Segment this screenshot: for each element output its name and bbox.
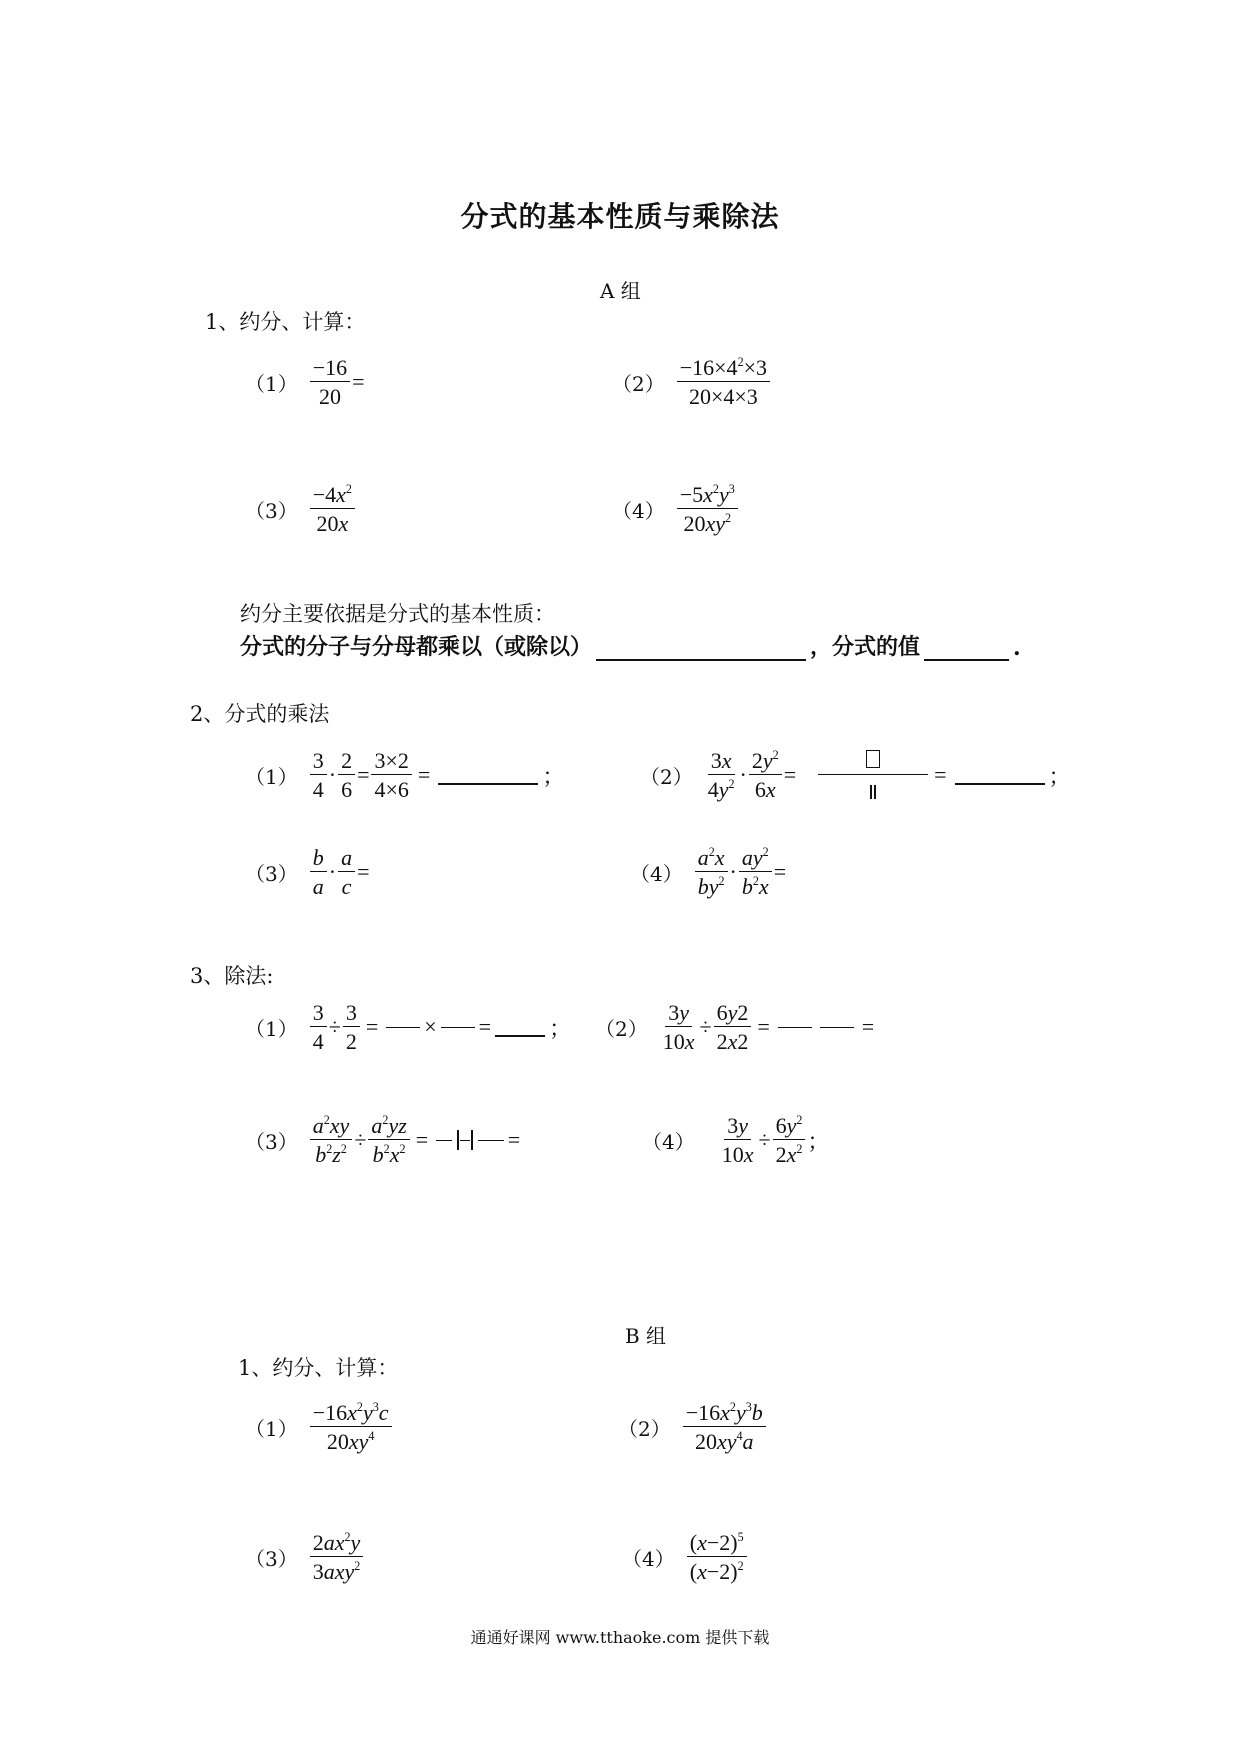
fraction bbox=[310, 748, 327, 803]
numerator: $a^2yz$ bbox=[368, 1113, 409, 1140]
numerator: 3y bbox=[724, 1113, 751, 1140]
a-q1-item-4: （4） $\frac{-5x^2y^3}{20xy^2}$ bbox=[612, 482, 740, 537]
numerator: $a^2xy$ bbox=[310, 1113, 353, 1140]
denominator: $(x-2)^2$ bbox=[689, 1559, 744, 1585]
a-q3-item-1: （1） $\frac{3}{4}$ ÷ $\frac{3}{2}$ = × = ； bbox=[245, 1000, 572, 1055]
answer-blank-value[interactable] bbox=[924, 637, 1009, 661]
numerator: $a^2x$ bbox=[695, 845, 728, 872]
denominator: 2 bbox=[345, 1029, 357, 1055]
a-q3-label: 3、除法: bbox=[190, 964, 274, 988]
fraction bbox=[739, 845, 772, 900]
fraction bbox=[310, 845, 327, 900]
fraction bbox=[310, 1000, 327, 1055]
denominator: 4 bbox=[312, 777, 324, 803]
fraction bbox=[371, 748, 411, 803]
fraction bbox=[338, 845, 355, 900]
fraction bbox=[310, 1400, 392, 1455]
answer-blank[interactable] bbox=[955, 765, 1045, 785]
fraction bbox=[338, 748, 355, 803]
numerator: 3y bbox=[665, 1000, 692, 1027]
a-q1-item-3: （3） $\frac{-4x^2}{20x}$ bbox=[245, 482, 357, 537]
numerator: 3 bbox=[343, 1000, 360, 1027]
page-title: 分式的基本性质与乘除法 bbox=[460, 200, 780, 233]
denominator: 10x bbox=[662, 1029, 695, 1055]
denominator: 2x2 bbox=[716, 1029, 749, 1055]
numerator: $-16x^2y^3b$ bbox=[683, 1400, 766, 1427]
fraction bbox=[310, 482, 355, 537]
fraction bbox=[773, 1113, 806, 1168]
denominator: $20xy^4a$ bbox=[694, 1429, 754, 1455]
a-q2-item-4: （4） $\frac{a^2x}{by^2}$ · $\frac{ay^2}{b^2x}$ = bbox=[630, 844, 787, 900]
numerator: b bbox=[310, 845, 327, 872]
fraction bbox=[677, 482, 738, 537]
fraction bbox=[695, 845, 728, 900]
fraction bbox=[683, 1400, 766, 1455]
denominator: 4 bbox=[312, 1029, 324, 1055]
b-q1-label: 1、约分、计算： bbox=[238, 1356, 399, 1380]
denominator: 20×4×3 bbox=[688, 384, 758, 410]
numerator: $2y^2$ bbox=[749, 748, 782, 775]
numerator: $-16x^2y^3c$ bbox=[310, 1400, 392, 1427]
fraction bbox=[310, 1530, 364, 1585]
footer-credit: 通通好课网 www.tthaoke.com 提供下载 bbox=[470, 1628, 770, 1647]
denominator: 6x bbox=[754, 777, 776, 803]
numerator: $ay^2$ bbox=[739, 845, 772, 872]
a-q1-label: 1、约分、计算： bbox=[205, 310, 366, 334]
answer-blank[interactable] bbox=[495, 1017, 545, 1037]
denominator: $b^2x^2$ bbox=[372, 1142, 406, 1168]
a-q2-label: 2、分式的乘法 bbox=[190, 702, 330, 726]
numerator: $6y^2$ bbox=[773, 1113, 806, 1140]
denominator: 3axy$^2$ bbox=[312, 1559, 361, 1585]
fraction bbox=[310, 1113, 353, 1168]
answer-dash[interactable] bbox=[778, 1027, 812, 1028]
denominator: $2x^2$ bbox=[775, 1142, 803, 1168]
answer-dash[interactable] bbox=[441, 1027, 475, 1028]
answer-dash[interactable] bbox=[460, 1140, 470, 1141]
a-q1-item-2: （2） $\frac{-16\times 4^2\times 3}{20\times 4\times 3}$ bbox=[612, 355, 772, 410]
denominator: 20x bbox=[316, 511, 349, 537]
fraction bbox=[719, 1113, 757, 1168]
denominator: $b^2x$ bbox=[741, 874, 769, 900]
numerator: 2 bbox=[338, 748, 355, 775]
a-q3-item-4: （4） $\frac{3y}{10x}$ ÷ $\frac{6y^2}{2x^2}$ ； bbox=[642, 1112, 830, 1168]
fraction bbox=[368, 1113, 409, 1168]
answer-fraction-blank[interactable] bbox=[818, 748, 928, 803]
numerator: $(x-2)^5$ bbox=[687, 1530, 747, 1557]
numerator: $-4x^2$ bbox=[310, 482, 355, 509]
a-q2-item-2: （2） $\frac{3x}{4y^2}$ · $\frac{2y^2}{6x}$ = = ； bbox=[640, 747, 1071, 803]
fraction bbox=[714, 1000, 752, 1055]
b-q1-item-3: （3） $\frac{2ax^2y}{3axy^2}$ bbox=[245, 1530, 365, 1585]
denominator: a bbox=[312, 874, 324, 900]
answer-dash[interactable] bbox=[436, 1140, 452, 1141]
numerator: 6y2 bbox=[714, 1000, 752, 1027]
b-q1-item-1: （1） $\frac{-16x^2y^3c}{20xy^4}$ bbox=[245, 1400, 394, 1455]
denominator: 10x bbox=[721, 1142, 754, 1168]
b-q1-item-4: （4） $\frac{(x-2)^5}{(x-2)^2}$ bbox=[622, 1530, 749, 1585]
numerator: −16 bbox=[310, 355, 350, 382]
denominator: 20 bbox=[318, 384, 341, 410]
numerator: a bbox=[338, 845, 355, 872]
answer-blank[interactable] bbox=[438, 765, 538, 785]
denominator: 6 bbox=[341, 777, 353, 803]
numerator: 3 bbox=[310, 1000, 327, 1027]
answer-dash[interactable] bbox=[386, 1027, 420, 1028]
property-statement: 分式的分子与分母都乘以（或除以） ，分式的值 . bbox=[240, 634, 1021, 661]
answer-dash[interactable] bbox=[820, 1027, 854, 1028]
denominator: $b^2z^2$ bbox=[315, 1142, 347, 1168]
group-a-heading: A 组 bbox=[600, 279, 641, 303]
denominator: $4y^2$ bbox=[707, 777, 735, 803]
denominator: $20xy^2$ bbox=[683, 511, 732, 537]
numerator: 3 bbox=[310, 748, 327, 775]
numerator: $-16\times 4^2\times 3$ bbox=[677, 355, 770, 382]
a-q2-item-3: （3） $\frac{b}{a}$ · $\frac{a}{c}$ = bbox=[245, 845, 370, 900]
fraction bbox=[310, 355, 350, 410]
denominator: $20xy^4$ bbox=[326, 1429, 375, 1455]
answer-dash[interactable] bbox=[478, 1140, 504, 1141]
a-q2-item-1: （1） $\frac{3}{4}$ · $\frac{2}{6}$ = $\frac{3\times 2}{4\times 6}$ = ； bbox=[245, 748, 565, 803]
a-q3-item-2: （2） $\frac{3y}{10x}$ ÷ $\frac{6y2}{2x2}$ = = bbox=[595, 1000, 875, 1055]
basis-line: 约分主要依据是分式的基本性质： bbox=[240, 602, 555, 626]
numerator: $2ax^2y$ bbox=[310, 1530, 364, 1557]
fraction bbox=[705, 748, 738, 803]
a-q1-item-1: （1） $\frac{-16}{20}$ = bbox=[245, 355, 365, 410]
fraction bbox=[677, 355, 770, 410]
fraction bbox=[660, 1000, 698, 1055]
fraction bbox=[343, 1000, 360, 1055]
denominator: $by^2$ bbox=[697, 874, 725, 900]
group-b-heading: B 组 bbox=[625, 1324, 667, 1348]
denominator: c bbox=[341, 874, 352, 900]
denominator: 4×6 bbox=[374, 777, 409, 803]
a-q3-item-3: （3） $\frac{a^2xy}{b^2z^2}$ ÷ $\frac{a^2yz}{b^2x^2}$ = = bbox=[245, 1112, 521, 1168]
numerator: 3x bbox=[708, 748, 735, 775]
fraction bbox=[687, 1530, 747, 1585]
answer-blank-property[interactable] bbox=[596, 637, 806, 661]
b-q1-item-2: （2） $\frac{-16x^2y^3b}{20xy^4a}$ bbox=[618, 1400, 768, 1455]
fraction bbox=[749, 748, 782, 803]
numerator: 3×2 bbox=[371, 748, 411, 775]
numerator: $-5x^2y^3$ bbox=[677, 482, 738, 509]
